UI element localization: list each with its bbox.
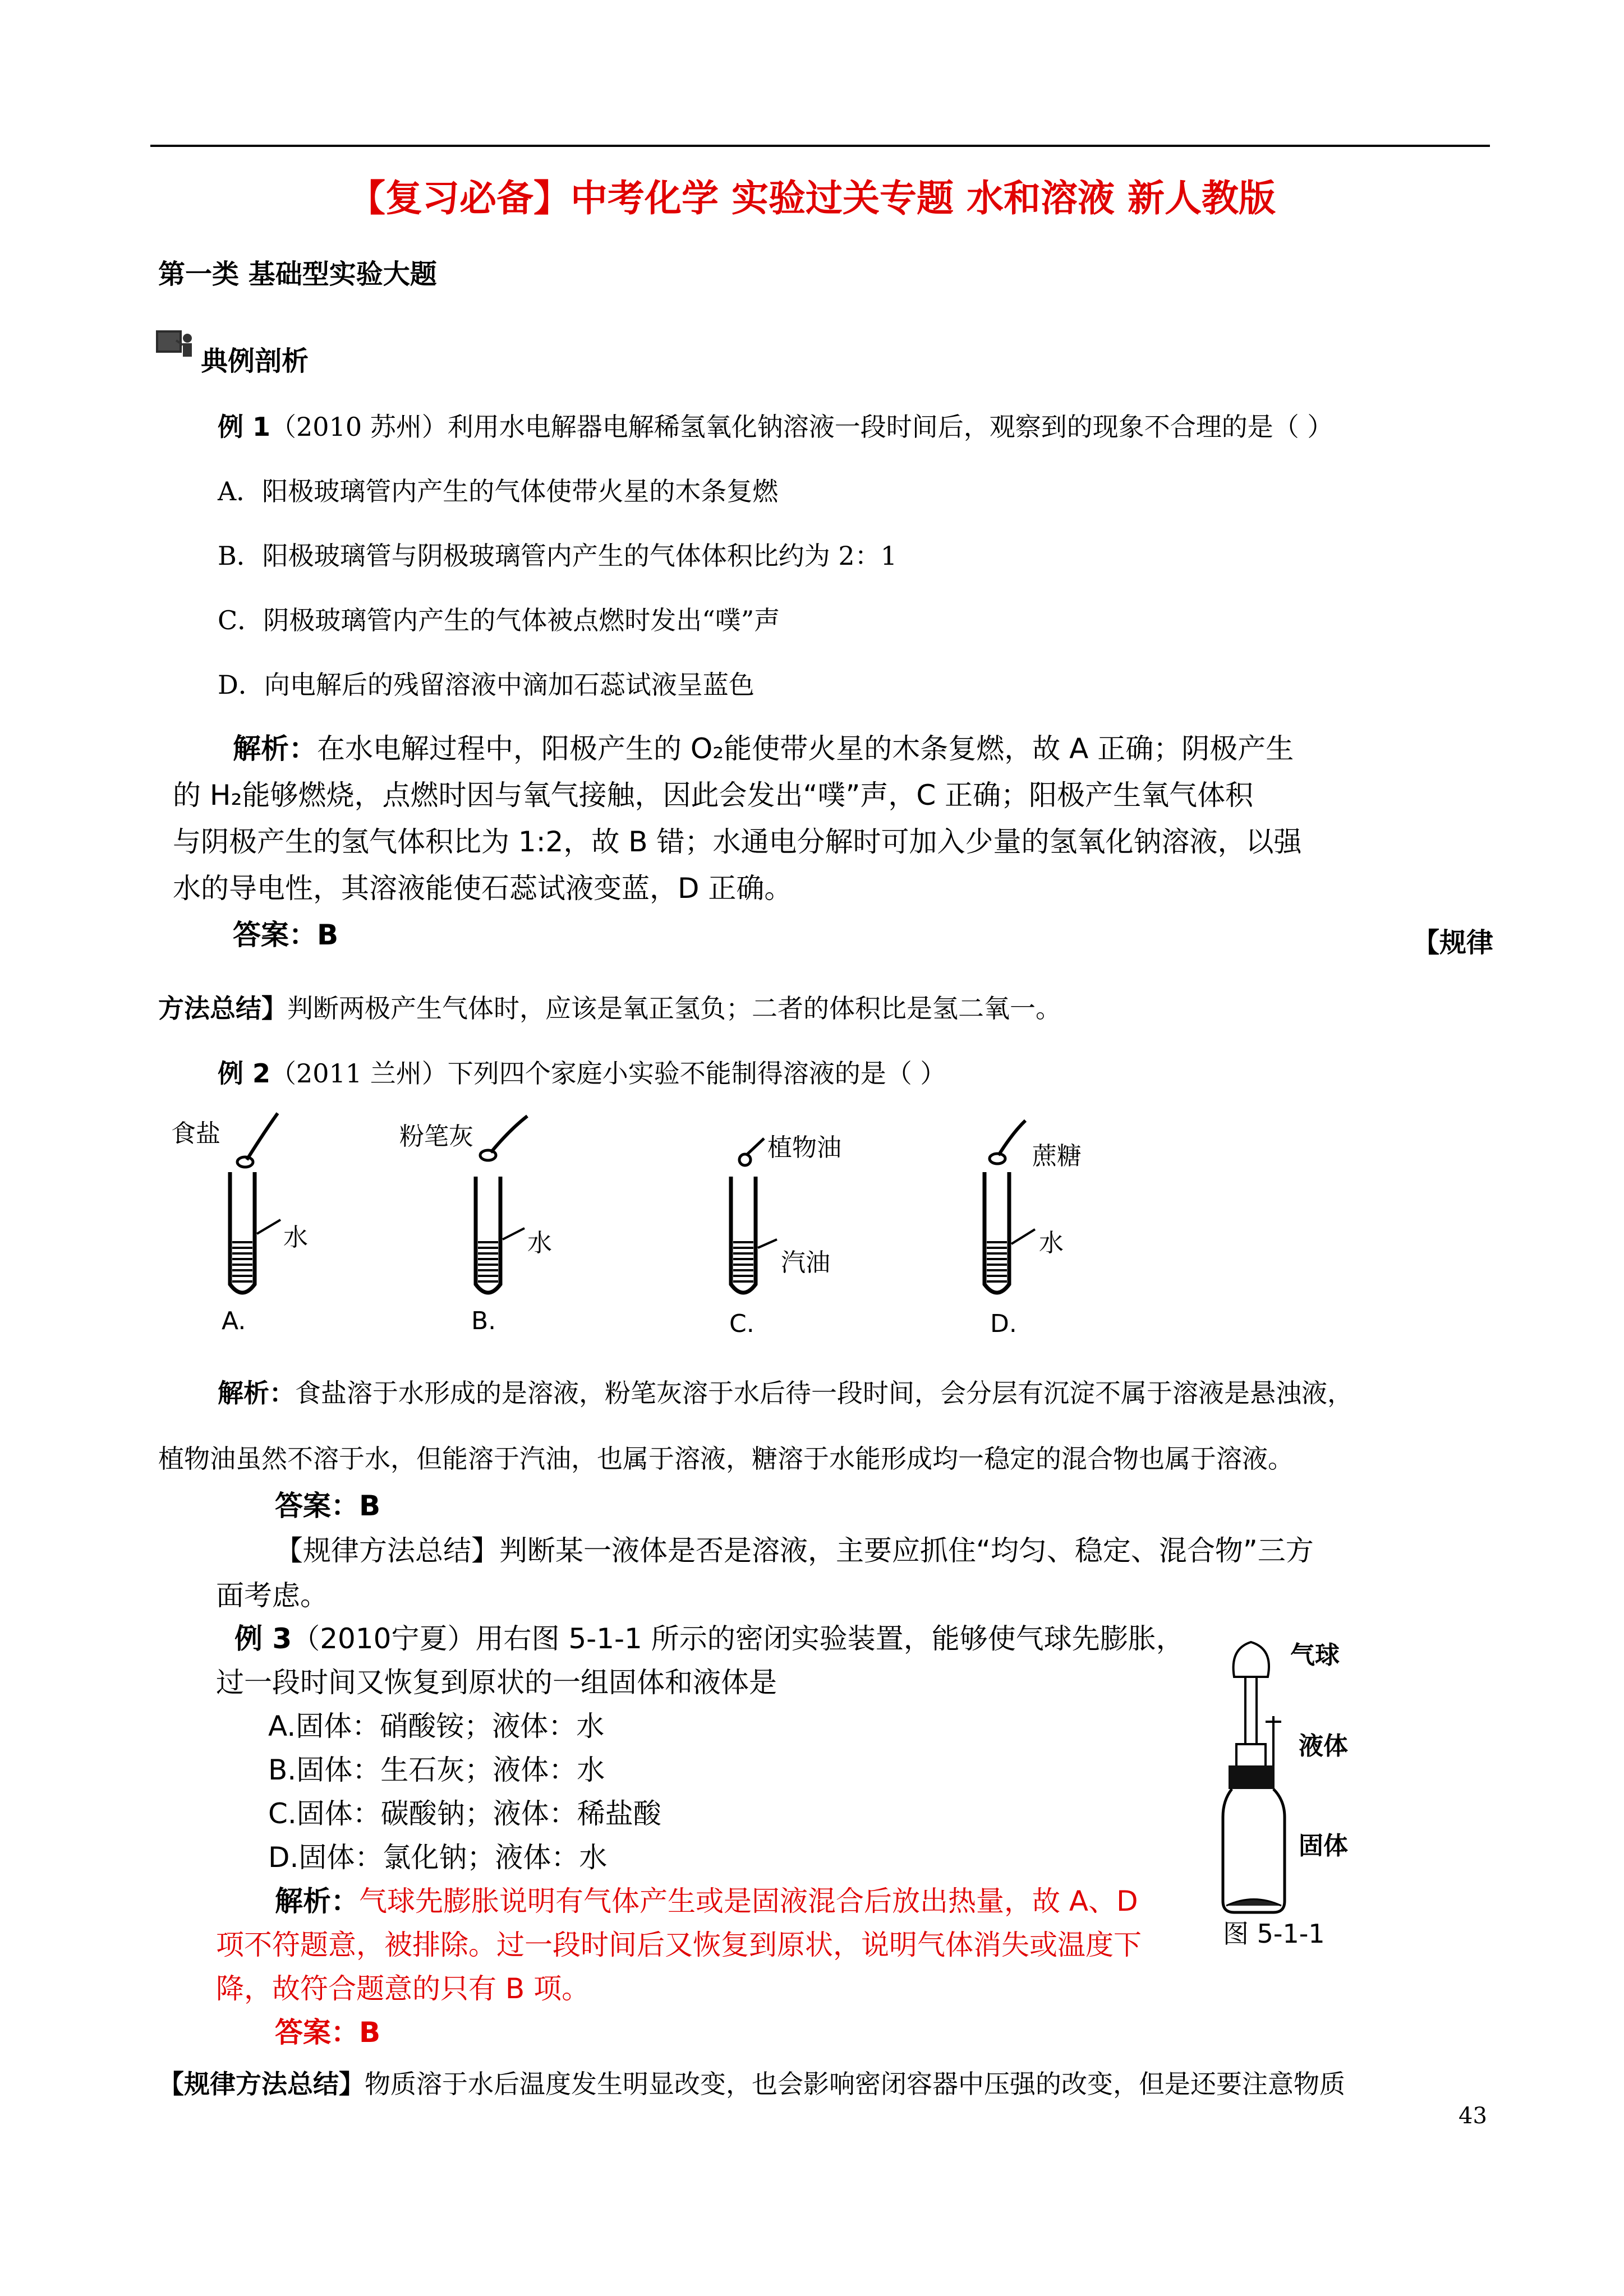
test-tube-a [230, 1113, 280, 1293]
teacher-icon [155, 328, 195, 359]
ex3-analysis-line1: 解析：气球先膨胀说明有气体产生或是固液混合后放出热量，故 A、D [275, 1885, 1138, 1917]
ex2-analysis-line2: 植物油虽然不溶于水，但能溶于汽油，也属于溶液，糖溶于水能形成均一稳定的混合物也属于溶液。 [158, 1444, 1294, 1474]
ex2-rule-line2: 面考虑。 [216, 1579, 328, 1612]
section-heading: 第一类 基础型实验大题 [158, 259, 437, 290]
page-number: 43 [1459, 2103, 1487, 2129]
ex3-analysis-label: 解析： [275, 1885, 359, 1917]
ex1-analysis-line4: 水的导电性，其溶液能使石蕊试液变蓝，D 正确。 [173, 872, 793, 905]
apparatus-liquid-label: 液体 [1299, 1732, 1348, 1760]
ex3-analysis-line3: 降，故符合题意的只有 B 项。 [216, 1972, 590, 2005]
ex1-option-c: C．阴极玻璃管内产生的气体被点燃时发出“噗”声 [218, 605, 780, 635]
apparatus-balloon-label: 气球 [1290, 1641, 1340, 1670]
ex3-answer: 答案：B [275, 2016, 381, 2049]
ex2-rule-line1: 【规律方法总结】判断某一液体是否是溶液，主要应抓住“均匀、稳定、混合物”三方 [275, 1534, 1314, 1567]
tube-b-solute: 粉笔灰 [399, 1122, 473, 1151]
ex1-analysis-label: 解析： [233, 732, 317, 765]
ex3-option-d: D.固体：氯化钠；液体：水 [268, 1841, 608, 1874]
ex1-option-d: D．向电解后的残留溶液中滴加石蕊试液呈蓝色 [218, 670, 755, 700]
ex3-rule-label: 【规律方法总结】 [158, 2069, 365, 2099]
test-tube-b [476, 1116, 527, 1293]
tube-a-solvent: 水 [283, 1223, 308, 1252]
ex2-analysis-label: 解析： [218, 1378, 295, 1408]
ex1-option-a: A．阳极玻璃管内产生的气体使带火星的木条复燃 [218, 476, 779, 506]
ex1-option-b: B．阳极玻璃管与阴极玻璃管内产生的气体体积比约为 2：1 [218, 541, 897, 571]
tube-c-letter: C. [729, 1310, 755, 1338]
ex2-answer: 答案：B [275, 1490, 381, 1522]
header-rule [150, 145, 1490, 147]
ex2-figure [168, 1099, 1178, 1346]
apparatus-caption: 图 5-1-1 [1223, 1919, 1325, 1949]
apparatus-figure [1212, 1638, 1324, 1918]
tube-c-solute: 植物油 [767, 1133, 841, 1162]
ex1-analysis-line3: 与阴极产生的氢气体积比为 1:2，故 B 错；水通电分解时可加入少量的氢氧化钠溶液，以强 [173, 826, 1302, 858]
ex1-analysis-line1: 解析：在水电解过程中，阳极产生的 O₂能使带火星的木条复燃，故 A 正确；阴极产生 [233, 732, 1294, 765]
tube-d-solvent: 水 [1039, 1229, 1064, 1257]
ex1-answer: 答案：B [233, 919, 339, 951]
tube-b-solvent: 水 [527, 1229, 552, 1257]
tube-d-letter: D. [990, 1310, 1017, 1338]
ex1-rule: 方法总结】判断两极产生气体时，应该是氧正氢负；二者的体积比是氢二氧一。 [158, 993, 1061, 1023]
ex3-label: 例 3 [234, 1622, 292, 1655]
tube-a-letter: A. [222, 1307, 246, 1335]
ex3-stem-line2: 过一段时间又恢复到原状的一组固体和液体是 [216, 1666, 777, 1699]
ex3-option-a: A.固体：硝酸铵；液体：水 [268, 1710, 605, 1742]
ex3-analysis-line2: 项不符题意，被排除。过一段时间后又恢复到原状，说明气体消失或温度下 [216, 1929, 1142, 1961]
ex1-stem [218, 407, 1333, 444]
document-title: 【复习必备】中考化学 实验过关专题 水和溶液 新人教版 [348, 177, 1276, 220]
ex1-rule-part1: 【规律 [1413, 927, 1494, 958]
tube-b-letter: B. [471, 1307, 496, 1335]
ex3-rule: 【规律方法总结】物质溶于水后温度发生明显改变，也会影响密闭容器中压强的改变，但是还要注意物质 [158, 2069, 1345, 2099]
subsection-heading: 典例剖析 [201, 345, 309, 377]
test-tube-d [984, 1121, 1035, 1293]
ex2-label: 例 2 [218, 1058, 271, 1089]
apparatus-solid-label: 固体 [1299, 1832, 1348, 1860]
ex1-label: 例 1 [218, 412, 271, 442]
ex1-stem-text: （2010 苏州）利用水电解器电解稀氢氧化钠溶液一段时间后，观察到的现象不合理的是（ ） [270, 412, 1333, 442]
ex1-rule-label: 方法总结】 [158, 993, 287, 1023]
ex2-stem: 例 2（2011 兰州）下列四个家庭小实验不能制得溶液的是（ ） [218, 1058, 946, 1089]
ex2-analysis-line1: 解析：食盐溶于水形成的是溶液，粉笔灰溶于水后待一段时间，会分层有沉淀不属于溶液是悬浊液， [218, 1378, 1353, 1408]
tube-a-solute: 食盐 [171, 1119, 220, 1148]
ex1-analysis-line2: 的 H₂能够燃烧，点燃时因与氧气接触，因此会发出“噗”声，C 正确；阳极产生氧气体积 [173, 779, 1254, 812]
tube-d-solute: 蔗糖 [1032, 1142, 1082, 1170]
ex3-option-b: B.固体：生石灰；液体：水 [268, 1754, 605, 1786]
ex3-stem-line1: 例 3（2010宁夏）用右图 5-1-1 所示的密闭实验装置，能够使气球先膨胀， [234, 1622, 1184, 1655]
ex3-option-c: C.固体：碳酸钠；液体：稀盐酸 [268, 1797, 661, 1830]
tube-c-solvent: 汽油 [781, 1248, 830, 1277]
